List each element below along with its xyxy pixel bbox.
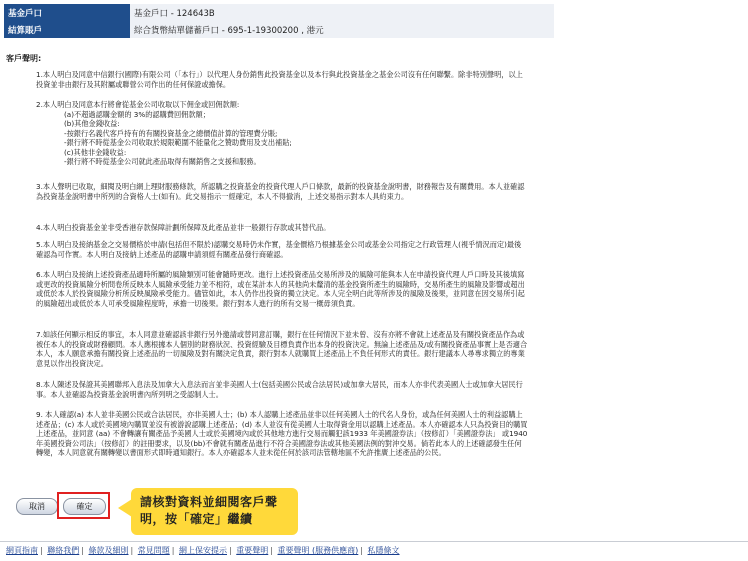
declaration-item-5: 5.本人明白及接納基金之交易價格於申請(包括但不限於)認購交易時仍未作實，基金價格乃根據基金公司或基金公司指定之行政管理人(視乎情況而定)最後確認為可作實。本人明白及接納上述產品的認購申請須經有關產品發行商確認。 (36, 240, 522, 259)
footer-link-security-tips[interactable]: 網上保安提示 (179, 546, 227, 555)
declaration-item-8: 8.本人陳述及保證其美國聯邦入息法及加拿大入息法而言並非美國人士(包括美國公民或合法居民)或加拿大居民，而本人亦非代表美國人士或加拿大居民行事。本人並確認為投資基金說明書內所列明之受認制人士。 (36, 380, 523, 399)
declaration-item-2-intro: 2.本人明白及同意本行將會從基金公司收取以下佣金或回佣款額: (36, 100, 240, 109)
declaration-item-3: 3.本人聲明已收取，細閱及明白網上理財服務條款，所認購之投資基金的投資代理人戶口條款，最新的投資基金說明書，財務報告及有關費用。本人並確認為投資基金說明書中所列的合資格人士(如有)。此交易指示一經確定，本人不得撤消，上述交易指示對本人具約束力。 (36, 182, 525, 201)
footer-link-contact-us[interactable]: 聯絡我們 (47, 546, 80, 555)
fund-account-label: 基金戶口 (4, 4, 130, 21)
declaration-title: 客戶聲明: (6, 54, 42, 63)
declaration-item-2-c: (c)其他非金錢收益: (64, 147, 127, 157)
declaration-item-6: 6.本人明白及接納上述投資產品適時所屬的風險類別可能會隨時更改。進行上述投資產品交易所涉及的風險可能與本人在申請投資代理人戶口時及其後填寫或更改的投資風險分析問卷所反映本人風險承受能力並不相符，或在某計本人的其他尚未釐清的基金投資所產生的風險時，交易所產生的風險及影響或超出或低於本人於投資風險分析所反映風險承受能力。儘管如此，本人仍作出投資的獨立決定。本人完全明白此等所涉及的風險及後果，並同意在因交易所引起的風險超出或低於本人可承受風險程度時，承擔一切後果。銀行對本人進行的所有交易一概毋須負責。 (36, 270, 525, 308)
footer-links: 網頁指南 | 聯絡我們 | 條款及細則 | 常見問題 | 網上保安提示 | 重要聲明 | 重要聲明 (服務供應商) | 私隱條文 (6, 546, 400, 555)
declaration-item-2-c1: -銀行將不時從基金公司就此產品取得有關銷售之支援和服務。 (64, 157, 261, 167)
declaration-item-4: 4.本人明白投資基金並非受香港存款保障計劃所保障及此產品並非一般銀行存款或其替代品。 (36, 223, 331, 232)
declaration-item-7: 7.如該任何顯示相反的事宜，本人同意並確認該非銀行另外邀請或替同意訂購，銀行在任何情況下並未曾、沒有亦將不會就上述產品及有關投資產品作為或被任本人的投資或財務顧問。本人應根據本人個別的財務狀況、投資經驗及目標負責作出本身的投資決定。無論上述產品及/或有關投資產品事實上是否適合本人，本人願意承擔有關投資上述產品的一切風險及對有關決定負責，銀行對本人就購買上述產品上不負任何形式的責任。銀行建議本人尋專求獨立的專業意見以作出投資決定。 (36, 330, 528, 368)
settlement-account-value: 綜合貨幣結單儲蓄戶口 - 695-1-19300200 , 港元 (130, 21, 554, 38)
footer-link-site-guide[interactable]: 網頁指南 (6, 546, 38, 555)
callout-arrow-icon (118, 499, 132, 517)
declaration-item-2-b1: -按銀行名義代客戶持有的有關投資基金之總價值計算的管理費分賬; (64, 128, 278, 138)
footer-link-important-notice[interactable]: 重要聲明 (236, 546, 269, 555)
declaration-item-9: 9. 本人確認(a) 本人並非美國公民或合法居民，亦非美國人士；(b) 本人認購上述產品並非以任何美國人士的代名人身份，或為任何美國人士的利益認購上述產品；(c) 本人或於美國境內購買並沒有被游說認購上述產品；(d) 本人並沒有從美國人士取得資金用以認購上述產品。本人亦確認本人只為投資目的購買上述產品，並同意 (aa) 不會轉讓有關產品予美國人士或於美國境內或於其他地方進行交易而觸犯該1933 年美國證券法」（按修訂）「美國證券法」 或1940年美國投資公司法」（按修訂）的註冊要求，以及(bb)不會就有關產品進行不符合美國證券法或其他美國法例的對沖交易。倘若此本人的上述確認發生任何轉變，本人同意就有關轉變以書面形式即時通知銀行。本人亦確認本人並未從任何於該司法管轄地區不允許推廣上述產品的公民。 (36, 410, 528, 458)
declaration-item-2-a: (a)不超過認購金額的 3%的認購費回佣款額； (64, 109, 210, 119)
footer-link-faq[interactable]: 常見問題 (137, 546, 170, 555)
footer-link-important-notice-provider[interactable]: 重要聲明 (服務供應商) (277, 546, 359, 555)
cancel-button[interactable]: 取消 (16, 498, 58, 515)
fund-account-value: 基金戶口 - 124643B (130, 4, 554, 21)
declaration-item-2-b: (b)其他金錢收益: (64, 119, 120, 129)
settlement-account-row (4, 21, 554, 38)
footer-link-privacy[interactable]: 私隱條文 (367, 546, 400, 555)
fund-account-row (4, 4, 554, 21)
declaration-item-1: 1.本人明白及同意中信銀行(國際)有限公司（「本行」）以代理人身份銷售此投資基金以及本行與此投資基金之基金公司沒有任何聯繫。除非特別聲明，以上投資並非由銀行及其附屬或聯營公司作出的任何保證或擔保。 (36, 70, 523, 89)
settlement-account-label: 結算賬戶 (4, 21, 130, 38)
account-info-table (4, 4, 554, 38)
footer-divider (0, 541, 748, 542)
footer-link-terms[interactable]: 條款及細則 (88, 546, 129, 555)
instruction-callout-text: 請核對資料並細閱客戶聲明，按「確定」繼續 (140, 495, 278, 527)
confirm-button[interactable]: 確定 (63, 498, 106, 515)
declaration-item-2 (36, 100, 528, 167)
declaration-item-2-b2: -銀行將不時從基金公司收取於規限範圍不能量化之贊助費用及支出補貼; (64, 138, 292, 148)
